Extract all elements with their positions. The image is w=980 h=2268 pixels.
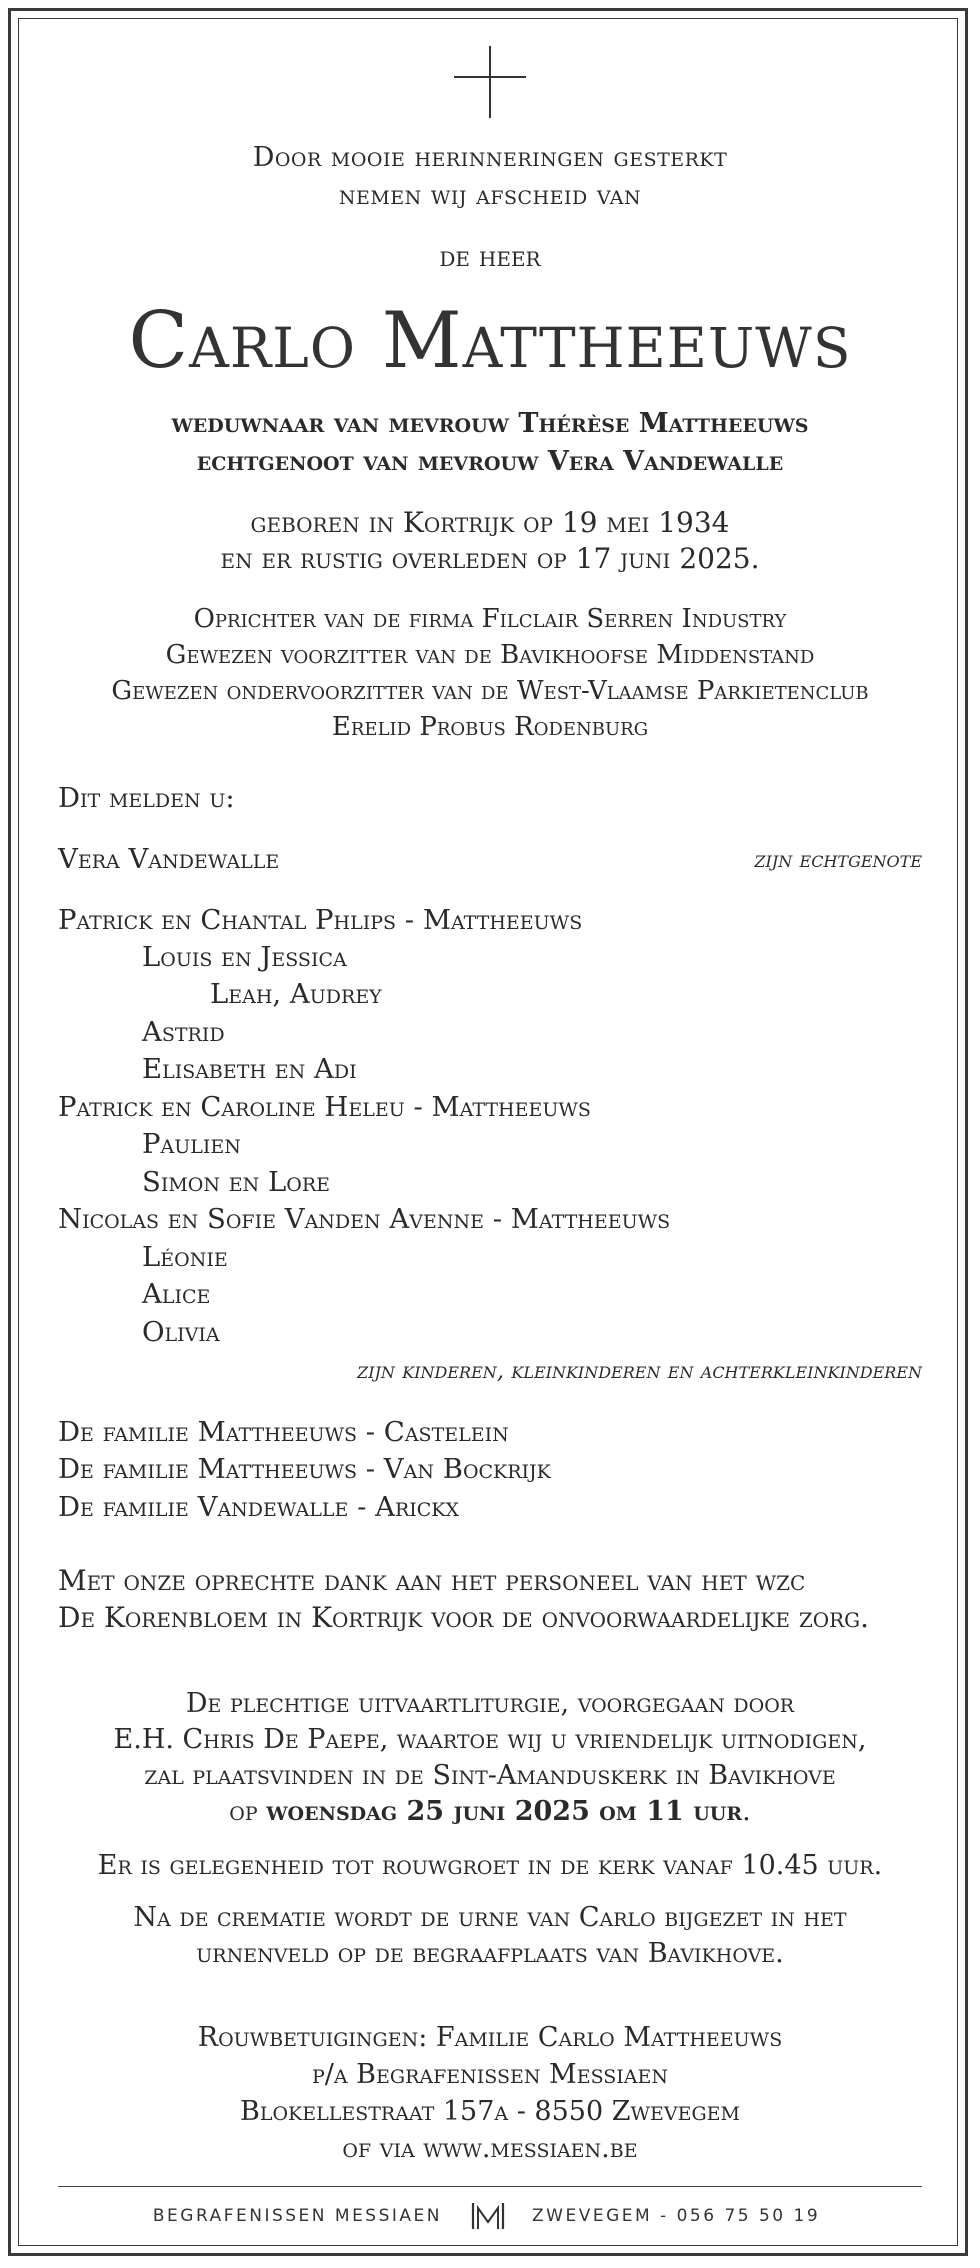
extended-family-line: De familie Vandewalle - Arickx [58, 1491, 460, 1523]
intro-line: Door mooie herinneringen gesterkt [252, 142, 728, 173]
role-line: Erelid Probus Rodenburg [331, 712, 649, 742]
messiaen-logo-icon [470, 2200, 506, 2232]
cross-icon [454, 46, 526, 118]
correspondence-line: p/a Begrafenissen Messiaen [312, 2059, 668, 2090]
family-line: Simon en Lore [142, 1166, 330, 1198]
role-line: Oprichter van de firma Filclair Serren Industry [193, 604, 787, 634]
correspondence-line: Rouwbetuigingen: Familie Carlo Mattheeuws [197, 2022, 783, 2053]
extended-family-line: De familie Mattheeuws - Castelein [58, 1416, 509, 1448]
birth-date: geboren in Kortrijk op 19 mei 1934 [250, 506, 730, 539]
footer [0, 2200, 980, 2234]
family-relation: zijn kinderen, kleinkinderen en achterkleinkinderen [357, 1358, 922, 1384]
family-line: Leah, Audrey [210, 978, 382, 1010]
urn-note-line: urnenveld op de begraafplaats van Bavikhove. [196, 1938, 784, 1969]
urn-note-line: Na de crematie wordt de urne van Carlo bijgezet in het [133, 1902, 847, 1933]
footer-divider [58, 2186, 922, 2187]
correspondence-line: of via www.messiaen.be [342, 2133, 638, 2164]
thanks-line: De Korenbloem in Kortrijk voor de onvoorwaardelijke zorg. [58, 1601, 870, 1634]
extended-family-line: De familie Mattheeuws - Van Bockrijk [58, 1453, 551, 1485]
correspondence-line: Blokellestraat 157a - 8550 Zwevegem [240, 2096, 740, 2127]
ceremony-date-suffix: . [742, 1796, 751, 1827]
family-line: Nicolas en Sofie Vanden Avenne - Mattheeuws [58, 1203, 671, 1235]
widow-name: Vera Vandewalle [58, 843, 280, 875]
family-line: Louis en Jessica [142, 941, 347, 973]
death-date: en er rustig overleden op 17 juni 2025. [220, 542, 760, 575]
condolence-note: Er is gelegenheid tot rouwgroet in de kerk vanaf 10.45 uur. [97, 1850, 883, 1881]
family-line: Elisabeth en Adi [142, 1053, 357, 1085]
family-line: Alice [142, 1278, 211, 1310]
title-prefix: de heer [439, 240, 541, 273]
family-line: Patrick en Chantal Phlips - Mattheeuws [58, 904, 583, 936]
ceremony-date-prefix: op [229, 1796, 258, 1827]
deceased-name: Carlo Mattheeuws [128, 296, 852, 386]
family-line: Olivia [142, 1316, 220, 1348]
family-line: Paulien [142, 1128, 241, 1160]
footer-contact: ZWEVEGEM - 056 75 50 19 [532, 2206, 821, 2226]
ceremony-date: woensdag 25 juni 2025 om 11 uur [266, 1796, 743, 1827]
widow-relation: zijn echtgenote [754, 847, 922, 873]
family-line: Astrid [142, 1016, 225, 1048]
announce-label: Dit melden u: [58, 782, 235, 814]
ceremony-line: zal plaatsvinden in de Sint-Amanduskerk in Bavikhove [144, 1760, 836, 1791]
spouse-line: echtgenoot van mevrouw Vera Vandewalle [196, 446, 784, 477]
intro-line: nemen wij afscheid van [338, 180, 642, 211]
role-line: Gewezen ondervoorzitter van de West-Vlaamse Parkietenclub [111, 676, 869, 706]
ceremony-date-line [0, 1796, 980, 1827]
footer-company: BEGRAFENISSEN MESSIAEN [152, 2206, 442, 2226]
thanks-line: Met onze oprechte dank aan het personeel van het wzc [58, 1564, 806, 1597]
ceremony-line: E.H. Chris De Paepe, waartoe wij u vriendelijk uitnodigen, [113, 1724, 867, 1755]
spouse-line: weduwnaar van mevrouw Thérèse Mattheeuws [171, 408, 809, 439]
role-line: Gewezen voorzitter van de Bavikhoofse Middenstand [165, 640, 815, 670]
family-line: Patrick en Caroline Heleu - Mattheeuws [58, 1091, 591, 1123]
ceremony-line: De plechtige uitvaartliturgie, voorgegaan door [185, 1688, 795, 1719]
family-line: Léonie [142, 1241, 228, 1273]
